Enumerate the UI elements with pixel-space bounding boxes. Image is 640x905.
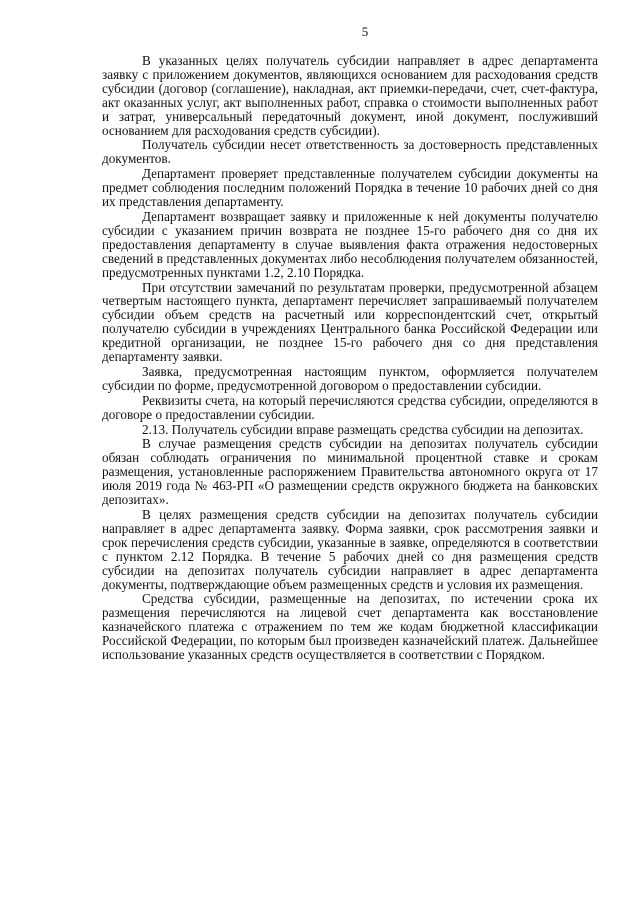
paragraph: В целях размещения средств субсидии на депозитах получатель субсидии направляет в адрес департамента заявку. Форма заявки, срок рассмотрения заявки и срок перечисления средств субсидии, указанные в заявке, определяются в соответствии с пунктом 2.12 Порядка. В течение 5 рабочих дней со дня размещения средств субсидии на депозитах получатель субсидии направляет в адрес департамента документы, подтверждающие объем размещенных средств и условия их размещения.	[102, 507, 598, 592]
paragraph: Департамент возвращает заявку и приложенные к ней документы получателю субсидии с указанием причин возврата не позднее 15-го рабочего дня со дня их предоставления департаменту в случае выявления факта отражения недостоверных сведений в представленных документах либо несоблюдения получателем обязанностей, предусмотренных пунктами 1.2, 2.10 Порядка.	[102, 208, 598, 280]
section-heading-paragraph: 2.13. Получатель субсидии вправе размещать средства субсидии на депозитах.	[142, 421, 584, 437]
paragraph: Департамент проверяет представленные получателем субсидии документы на предмет соблюдения последним положений Порядка в течение 10 рабочих дней со дня их представления департаменту.	[102, 166, 598, 210]
paragraph: В указанных целях получатель субсидии направляет в адрес департамента заявку с приложением документов, являющихся основанием для расходования средств субсидии (договор (соглашение), накладная, акт приемки-передачи, счет, счет-фактура, акт оказанных услуг, акт выполненных работ, справка о стоимости выполненных работ и затрат, универсальный передаточный документ, иной документ, послуживший основанием для расходования средств субсидии).	[102, 53, 598, 138]
paragraph: Средства субсидии, размещенные на депозитах, по истечении срока их размещения перечисляются на лицевой счет департамента как восстановление казначейского платежа с отражением по тем же кодам бюджетной классификации Российской Федерации, по которым был произведен казначейский платеж. Дальнейшее использование указанных средств осуществляется в соответствии с Порядком.	[102, 591, 598, 663]
paragraph: При отсутствии замечаний по результатам проверки, предусмотренной абзацем четвертым настоящего пункта, департамент перечисляет запрашиваемый получателем субсидии объем средств на расчетный или корреспондентский счет, открытый получателю субсидии в учреждениях Центрального банка Российской Федерации или кредитной организации, не позднее 15-го рабочего дня со дня представления департаменту заявки.	[102, 279, 598, 365]
document-body	[102, 54, 598, 662]
paragraph: Заявка, предусмотренная настоящим пунктом, оформляется получателем субсидии по форме, предусмотренной договором о предоставлении субсидии.	[102, 363, 598, 393]
page-number: 5	[361, 24, 369, 39]
paragraph: В случае размещения средств субсидии на депозитах получатель субсидии обязан соблюдать ограничения по минимальной процентной ставке и срокам размещения, установленные распоряжением Правительства автономного округа от 17 июля 2019 года № 463-РП «О размещении средств окружного бюджета на банковских депозитах».	[102, 436, 598, 508]
paragraph: Получатель субсидии несет ответственность за достоверность представленных документов.	[102, 137, 598, 167]
paragraph: Реквизиты счета, на который перечисляются средства субсидии, определяются в договоре о предоставлении субсидии.	[102, 392, 598, 422]
